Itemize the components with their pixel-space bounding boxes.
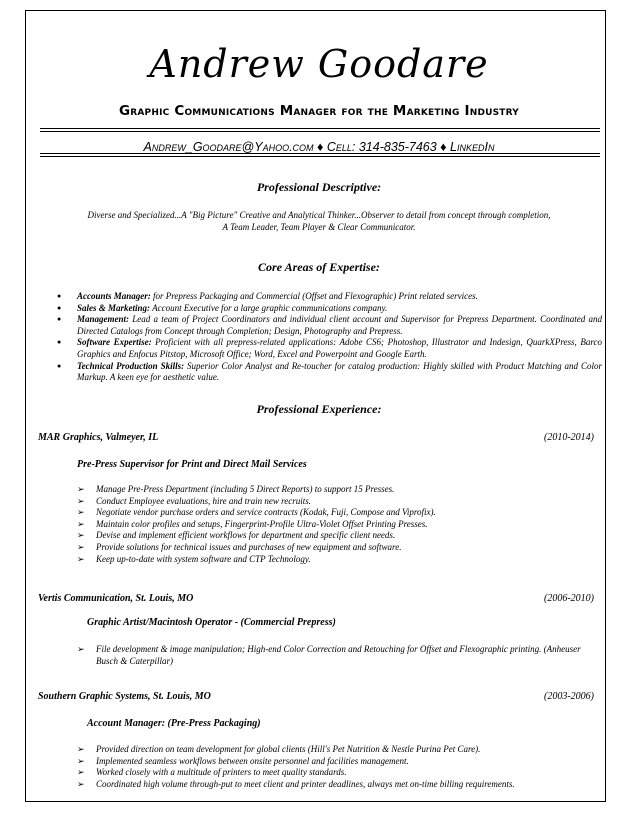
expertise-item: ● Software Expertise: Proficient with all prepress-related applications: Adobe CS6; Photoshop, Illustrator and Indesign, QuarkXPress, Barco Graphics and Enfocus Pitstop, Microsoft Office; Word, Excel and Powerpoint and Google Earth. (57, 337, 602, 360)
duty-item: ➢ Keep up-to-date with system software and CTP Technology. (82, 554, 587, 566)
expertise-item: ● Technical Production Skills: Superior Color Analyst and Re-toucher for catalog production: Highly skilled with Product Matching and Color Markup. A keen eye for aesthetic value. (57, 361, 602, 384)
expertise-item: ● Management: Lead a team of Project Coordinators and individual client account and Supervisor for Prepress Department. Coordinated and Directed Catalogs from Concept through Completion; Design, Photography and Prepress. (57, 314, 602, 337)
expertise-item: ● Accounts Manager: for Prepress Packaging and Commercial (Offset and Flexographic) Print related services. (57, 291, 602, 303)
job-duties (82, 744, 587, 790)
job-dates: (2003-2006) (544, 691, 594, 702)
expertise-heading: Core Areas of Expertise: (258, 260, 380, 274)
duty-item: ➢ Maintain color profiles and setups, Fingerprint-Profile Ultra-Violet Offset Printing Presses. (82, 519, 587, 531)
job-company: Vertis Communication, St. Louis, MO (2006-2010) (38, 593, 594, 604)
candidate-name: Andrew Goodare (149, 42, 489, 86)
job-duties (82, 484, 587, 565)
descriptive-line-1: Diverse and Specialized...A "Big Picture" Creative and Analytical Thinker...Observer to detail from concept through completion, (87, 210, 551, 220)
duty-item: ➢ Coordinated high volume through-put to meet client and printer deadlines, always met on-time billing requirements. (82, 779, 587, 791)
candidate-title: Graphic Communications Manager for the Marketing Industry (118, 103, 520, 119)
duty-item: ➢ File development & image manipulation; High-end Color Correction and Retouching for Offset and Flexographic printing. (Anheuser Busch & Caterpillar) (82, 644, 587, 667)
expertise-list (57, 291, 602, 384)
duty-item: ➢ Conduct Employee evaluations, hire and train new recruits. (82, 496, 587, 508)
job-role: Pre-Press Supervisor for Print and Direct Mail Services (77, 459, 307, 470)
job-dates: (2010-2014) (544, 432, 594, 443)
duty-item: ➢ Provide solutions for technical issues and purchases of new equipment and software. (82, 542, 587, 554)
descriptive-heading: Professional Descriptive: (256, 180, 382, 194)
job-role: Graphic Artist/Macintosh Operator - (Commercial Prepress) (87, 617, 336, 628)
duty-item: ➢ Worked closely with a multitude of printers to meet quality standards. (82, 767, 587, 779)
job-dates: (2006-2010) (544, 593, 594, 604)
duty-item: ➢ Negotiate vendor purchase orders and service contracts (Kodak, Fuji, Compose and Viprofix). (82, 507, 587, 519)
contact-line: Andrew_Goodare@Yahoo.com ♦ Cell: 314-835-7463 ♦ LinkedIn (143, 140, 495, 154)
experience-heading: Professional Experience: (256, 402, 382, 416)
job-company: MAR Graphics, Valmeyer, IL (2010-2014) (38, 432, 594, 443)
duty-item: ➢ Provided direction on team development for global clients (Hill's Pet Nutrition & Nestle Purina Pet Care). (82, 744, 587, 756)
duty-item: ➢ Devise and implement efficient workflows for department and specific client needs. (82, 530, 587, 542)
duty-item: ➢ Implemented seamless workflows between onsite personnel and facilities management. (82, 756, 587, 768)
job-role: Account Manager: (Pre-Press Packaging) (87, 718, 261, 729)
job-company: Southern Graphic Systems, St. Louis, MO (2003-2006) (38, 691, 594, 702)
duty-item: ➢ Manage Pre-Press Department (including 5 Direct Reports) to support 15 Presses. (82, 484, 587, 496)
job-duties (82, 644, 587, 667)
descriptive-line-2: A Team Leader, Team Player & Clear Communicator. (222, 222, 416, 232)
expertise-item: ● Sales & Marketing: Account Executive for a large graphic communications company. (57, 303, 602, 315)
